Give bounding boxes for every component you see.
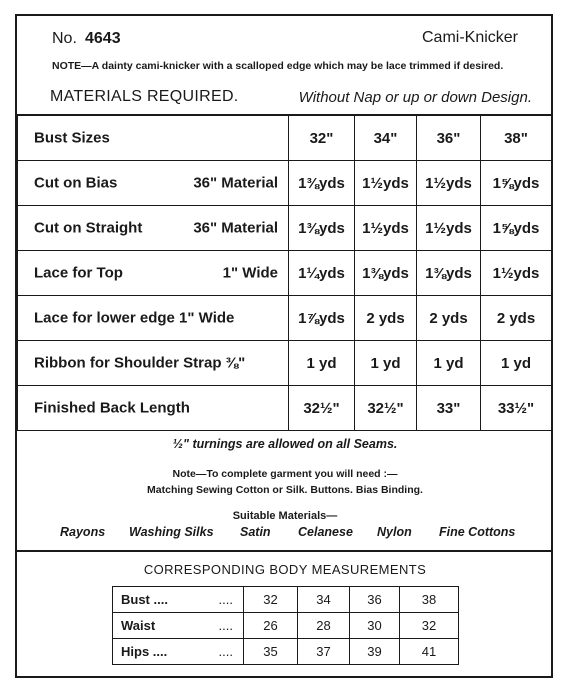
suitable-materials-heading: Suitable Materials— [232, 510, 338, 522]
table-row [18, 296, 552, 341]
row-spec: 36" Material [193, 174, 278, 192]
table-cell: 1⅝yds [481, 206, 552, 251]
table-cell: 1 yd [481, 341, 552, 386]
materials-table [17, 114, 552, 431]
pattern-title: Cami-Knicker [421, 29, 518, 46]
turnings-note: ½" turnings are allowed on all Seams. [172, 437, 398, 451]
table-cell: 38" [481, 115, 552, 161]
table-cell: 1½yds [417, 206, 481, 251]
table-cell: 26 [244, 613, 298, 639]
table-cell: 1 yd [417, 341, 481, 386]
table-row [18, 251, 552, 296]
row-label: Bust Sizes [18, 115, 289, 161]
table-cell: 1⅜yds [355, 251, 417, 296]
table-cell: 33" [417, 386, 481, 431]
materials-subheading: Without Nap or up or down Design. [298, 89, 532, 106]
table-cell: 32 [244, 587, 298, 613]
table-cell: 41 [400, 639, 459, 665]
table-row [18, 161, 552, 206]
table-row [113, 587, 459, 613]
pattern-number-label: No. [52, 30, 77, 47]
table-cell: 37 [298, 639, 350, 665]
table-cell: 1⅞yds [289, 296, 355, 341]
suitable-material-item: Washing Silks [129, 525, 214, 539]
row-label: Bust .... .... [113, 587, 244, 613]
suitable-material-item: Satin [240, 525, 271, 539]
table-cell: 36" [417, 115, 481, 161]
table-cell: 1½yds [481, 251, 552, 296]
table-cell: 1⅝yds [481, 161, 552, 206]
row-label: Ribbon for Shoulder Strap ⅜" [18, 341, 289, 386]
row-label: Lace for lower edge 1" Wide [18, 296, 289, 341]
table-cell: 34" [355, 115, 417, 161]
note-text: —A dainty cami-knicker with a scalloped edge which may be lace trimmed if desired. [81, 60, 504, 72]
table-cell: 33½" [481, 386, 552, 431]
row-label: Cut on Bias 36" Material [18, 161, 289, 206]
table-row [113, 613, 459, 639]
table-cell: 2 yds [481, 296, 552, 341]
table-cell: 2 yds [417, 296, 481, 341]
suitable-material-item: Nylon [377, 525, 412, 539]
table-cell: 28 [298, 613, 350, 639]
row-label: Hips .... .... [113, 639, 244, 665]
materials-heading: MATERIALS REQUIRED. [50, 88, 239, 105]
table-cell: 34 [298, 587, 350, 613]
table-row [18, 341, 552, 386]
row-label: Cut on Straight 36" Material [18, 206, 289, 251]
table-cell: 30 [350, 613, 400, 639]
section-divider [17, 550, 551, 552]
table-cell: 32" [289, 115, 355, 161]
table-row [18, 386, 552, 431]
row-label: Lace for Top 1" Wide [18, 251, 289, 296]
note-label: Note [172, 468, 196, 480]
table-cell: 1½yds [355, 161, 417, 206]
row-spec: 1" Wide [222, 264, 278, 282]
table-cell: 1¼yds [289, 251, 355, 296]
table-cell: 36 [350, 587, 400, 613]
table-cell: 1⅜yds [417, 251, 481, 296]
pattern-number: 4643 [85, 30, 121, 47]
table-cell: 1 yd [289, 341, 355, 386]
table-row [18, 206, 552, 251]
table-row [113, 639, 459, 665]
table-row [18, 115, 552, 161]
table-cell: 1⅜yds [289, 206, 355, 251]
table-cell: 1½yds [417, 161, 481, 206]
body-measurements-table [112, 586, 459, 665]
description-note [52, 60, 503, 72]
note-label: NOTE [52, 60, 82, 72]
suitable-material-item: Celanese [298, 525, 353, 539]
table-cell: 39 [350, 639, 400, 665]
table-cell: 1½yds [355, 206, 417, 251]
row-spec: 36" Material [193, 219, 278, 237]
note-line: —To complete garment you will need :— [195, 468, 398, 480]
table-cell: 32 [400, 613, 459, 639]
suitable-material-item: Rayons [60, 525, 106, 539]
row-label: Finished Back Length [18, 386, 289, 431]
complete-garment-note [0, 468, 570, 480]
table-cell: 1⅜yds [289, 161, 355, 206]
table-cell: 32½" [289, 386, 355, 431]
table-cell: 32½" [355, 386, 417, 431]
row-label: Waist .... [113, 613, 244, 639]
table-cell: 35 [244, 639, 298, 665]
table-cell: 38 [400, 587, 459, 613]
table-cell: 2 yds [355, 296, 417, 341]
sewing-supplies: Matching Sewing Cotton or Silk. Buttons. Bias Binding. [147, 484, 423, 496]
table-cell: 1 yd [355, 341, 417, 386]
body-measurements-heading: CORRESPONDING BODY MEASUREMENTS [143, 562, 427, 577]
suitable-material-item: Fine Cottons [439, 525, 516, 539]
